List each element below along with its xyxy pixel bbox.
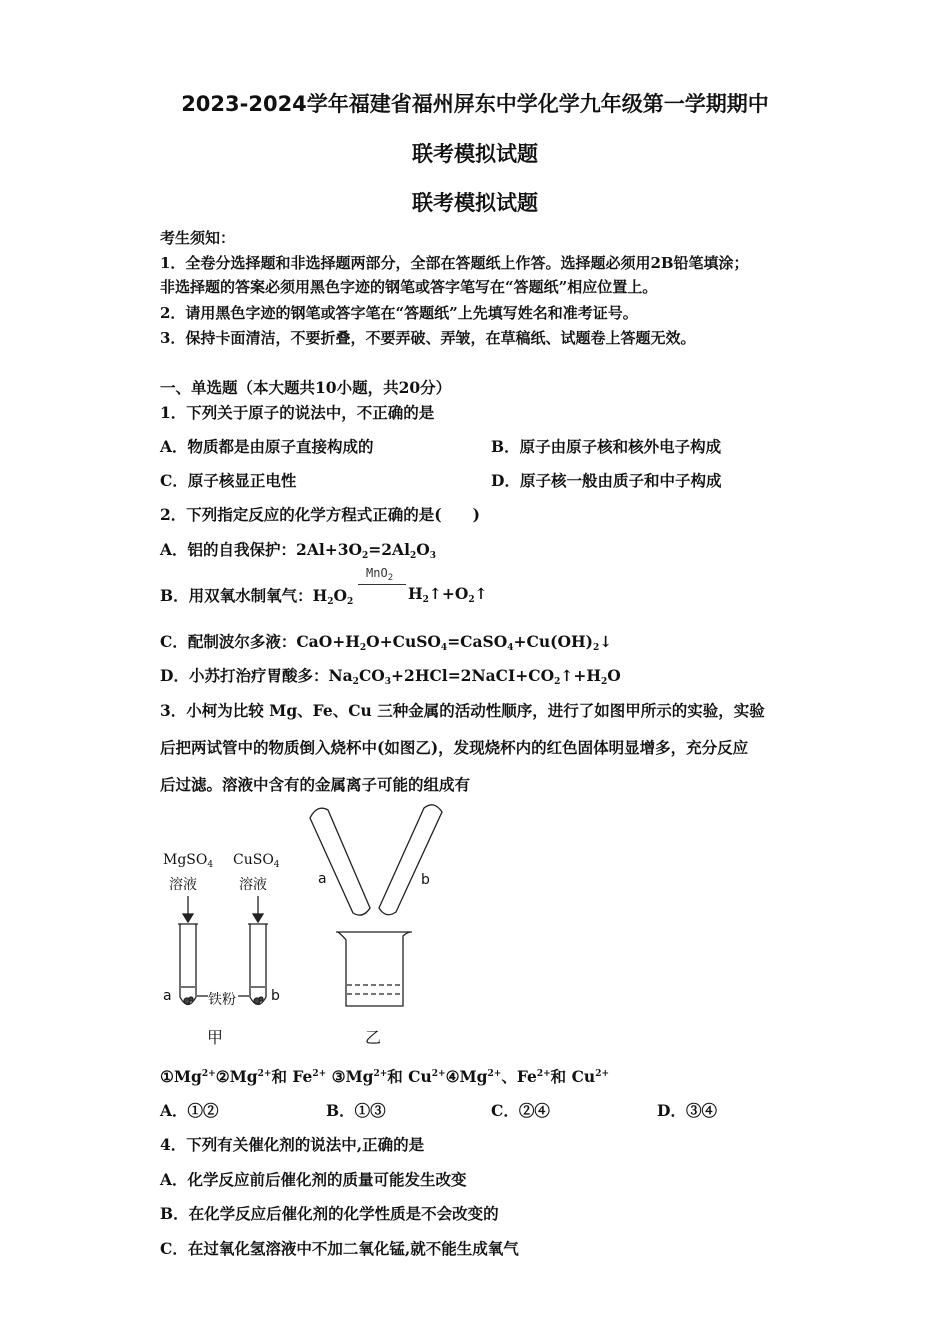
notice-item: 3．保持卡面清洁，不要折叠，不要弄破、弄皱，在草稿纸、试题卷上答题无效。 [160, 329, 696, 347]
test-tube-a [180, 924, 196, 1005]
notice-item: 2．请用黑色字迹的钢笔或答字笔在“答题纸”上先填写姓名和准考证号。 [160, 304, 638, 322]
choice-label: D．小苏打治疗胃酸多： [160, 666, 329, 685]
choice-a[interactable]: A．化学反应前后催化剂的质量可能发生改变 [160, 1170, 467, 1189]
apparatus-drawing [150, 800, 450, 1025]
solution-label-a: MgSO$_4$ [163, 852, 214, 870]
solution-label-b: 溶液 [239, 877, 267, 893]
notice-item: 1．全卷分选择题和非选择题两部分，全部在答题纸上作答。选择题必须用2B铅笔填涂； [160, 254, 749, 272]
solution-label-b: CuSO$_4$ [233, 852, 280, 870]
question-stem: 后把两试管中的物质倒入烧杯中(如图乙)，发现烧杯内的红色固体明显增多，充分反应 [160, 738, 749, 757]
choice-c[interactable]: C．在过氧化氢溶液中不加二氧化锰,就不能生成氧气 [160, 1239, 519, 1258]
chemical-equation: $2Al+3O_2=2Al_2O_3$ [296, 540, 437, 561]
choice-c[interactable] [160, 630, 612, 653]
tube-label-b: b [421, 872, 430, 888]
figure-label-jia: 甲 [207, 1028, 224, 1047]
reaction-arrow [358, 584, 406, 585]
arrow-down-icon [183, 914, 193, 922]
tube-label-a: a [318, 871, 327, 887]
choice-b[interactable]: B．①③ [326, 1101, 386, 1120]
solution-label-a: 溶液 [169, 877, 197, 893]
choice-a[interactable] [160, 538, 436, 561]
question-stem: 4．下列有关催化剂的说法中,正确的是 [160, 1135, 425, 1154]
choice-c[interactable]: C．原子核显正电性 [160, 471, 297, 490]
page-subtitle: 联考模拟试题 [412, 142, 538, 166]
notice-item: 非选择题的答案必须用黑色字迹的钢笔或答字笔写在“答题纸”相应位置上。 [160, 278, 658, 296]
question-stem: 1．下列关于原子的说法中，不正确的是 [160, 403, 435, 422]
question-stem: 后过滤。溶液中含有的金属离子可能的组成有 [160, 775, 471, 794]
choice-c[interactable]: C．②④ [491, 1101, 550, 1120]
choice-b[interactable]: B．原子由原子核和核外电子构成 [491, 437, 722, 456]
tilted-tube-a [310, 808, 370, 915]
catalyst-label: MnO$_2$ [366, 566, 394, 583]
iron-powder-label: 铁粉 [208, 992, 236, 1008]
choice-a[interactable]: A．①② [160, 1101, 219, 1120]
figure-label-yi: 乙 [365, 1028, 382, 1047]
choice-d[interactable] [160, 664, 621, 687]
chemical-equation: $H_2O_2$ [312, 586, 354, 607]
ion-options: $①Mg^{2+}②Mg^{2+}$和 $Fe^{2+}$ $③Mg^{2+}$和 $Cu^{2+}④Mg^{2+}$、$Fe^{2+}$和 $Cu^{2+}$ [160, 1067, 609, 1086]
tube-label-a: a [163, 988, 172, 1004]
choice-label: B．用双氧水制氧气： [160, 586, 313, 605]
choice-label: A．铝的自我保护： [160, 540, 297, 559]
chemical-equation: $Na_2CO_3+2HCl=2NaCI+CO_2↑+H_2O$ [328, 666, 621, 687]
section-heading: 一、单选题（本大题共10小题，共20分） [160, 378, 452, 397]
question-stem: 3．小柯为比较 Mg、Fe、Cu 三种金属的活动性顺序，进行了如图甲所示的实验，实验 [160, 701, 765, 720]
chemical-equation: $CaO+H_2O+CuSO_4=CaSO_4+Cu(OH)_2↓$ [296, 632, 613, 653]
tube-label-b: b [271, 988, 280, 1004]
beaker [338, 932, 410, 1006]
tilted-tube-b [379, 805, 442, 915]
choice-b[interactable] [160, 584, 353, 607]
arrow-down-icon [253, 914, 263, 922]
choice-a[interactable]: A．物质都是由原子直接构成的 [160, 437, 374, 456]
choice-d[interactable]: D．原子核一般由质子和中子构成 [491, 471, 722, 490]
choice-b[interactable]: B．在化学反应后催化剂的化学性质是不会改变的 [160, 1204, 499, 1223]
page-subtitle-repeat: 联考模拟试题 [412, 191, 538, 215]
choice-d[interactable]: D．③④ [657, 1101, 717, 1120]
choice-label: C．配制波尔多液： [160, 632, 297, 651]
test-tube-b [250, 924, 266, 1005]
page-title: 2023-2024学年福建省福州屏东中学化学九年级第一学期期中 [181, 92, 769, 116]
notice-heading: 考生须知： [160, 229, 236, 247]
chemical-equation: $H_2↑+O_2↑$ [408, 584, 488, 605]
question-stem: 2．下列指定反应的化学方程式正确的是( ) [160, 505, 480, 524]
